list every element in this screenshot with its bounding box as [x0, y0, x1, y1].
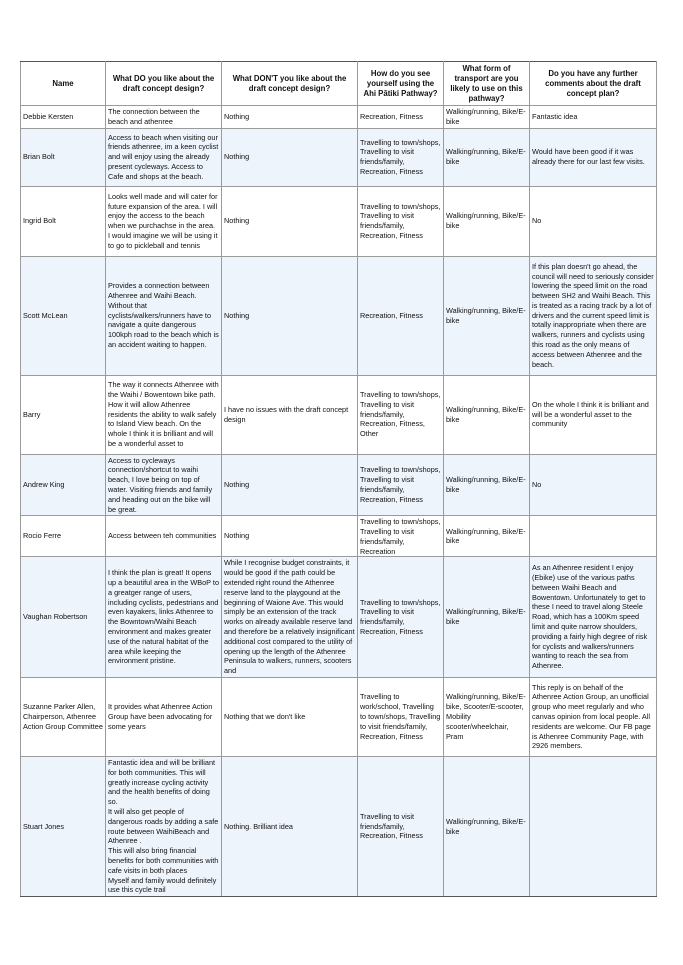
cell-transport — [444, 186, 530, 256]
table-row — [21, 186, 657, 256]
cell-use — [358, 256, 444, 375]
cell-text: On the whole I think it is brilliant and will be a wonderful asset to the community — [532, 399, 649, 429]
cell-text: The way it connects Athenree with the Waihi / Bowentown bike path. How it will allow Athenree residents the ability to walk safely to Island View beach. On the whole I think it is brilliant and will be a wonderful asset to — [108, 380, 219, 449]
cell-comments — [530, 186, 657, 256]
cell-text: It provides what Athenree Action Group have been advocating for some years — [108, 702, 213, 731]
cell-text: Nothing. Brilliant idea — [224, 821, 293, 831]
cell-use — [358, 677, 444, 756]
cell-dislike — [222, 454, 358, 516]
cell-comments — [530, 557, 657, 678]
cell-text: Travelling to town/shops, Travelling to visit friends/family, Recreation, Fitness, Other — [360, 390, 441, 439]
cell-use — [358, 128, 444, 186]
cell-transport — [444, 557, 530, 678]
table-row — [21, 454, 657, 516]
cell-comments — [530, 756, 657, 896]
cell-text: Vaughan Robertson — [23, 612, 88, 622]
cell-transport — [444, 454, 530, 516]
cell-text: Nothing — [224, 152, 250, 162]
header-transport: What form of transport are you likely to use on this pathway? — [444, 62, 530, 106]
cell-text: As an Athenree resident I enjoy (Ebike) use of the various paths between Waihi Beach and Bowentown. Unfortunately to get to these I need to travel along Steele Road, which has a 100Km speed limit and quite narrow shoulders, providing a fairly high degree of risk for cyclists and walkers/runners wanting to reach the sea from Athenree. — [532, 563, 648, 671]
cell-dislike — [222, 186, 358, 256]
header-like: What DO you like about the draft concept design? — [106, 62, 222, 106]
cell-dislike — [222, 375, 358, 454]
cell-text: Travelling to town/shops, Travelling to visit friends/family, Recreation, Fitness — [360, 597, 441, 636]
cell-use — [358, 756, 444, 896]
feedback-table — [20, 61, 657, 897]
table-row — [21, 677, 657, 756]
cell-like — [106, 186, 222, 256]
cell-text: Access between teh communities — [108, 531, 217, 541]
header-row — [21, 62, 657, 106]
cell-text: Recreation, Fitness — [360, 111, 423, 121]
cell-name — [21, 677, 106, 756]
cell-use — [358, 106, 444, 129]
cell-text: Travelling to town/shops, Travelling to visit friends/family, Recreation, Fitness — [360, 201, 441, 240]
cell-text: Walking/running, Bike/E-bike — [446, 305, 526, 325]
cell-use — [358, 375, 444, 454]
cell-text: Walking/running, Bike/E-bike — [446, 816, 526, 836]
cell-like — [106, 516, 222, 557]
cell-like — [106, 756, 222, 896]
cell-text: Fantastic idea — [532, 111, 578, 121]
header-dislike: What DON'T you like about the draft concept design? — [222, 62, 358, 106]
cell-text: Nothing — [224, 310, 250, 320]
cell-comments — [530, 256, 657, 375]
cell-use — [358, 557, 444, 678]
cell-transport — [444, 677, 530, 756]
cell-text: Nothing — [224, 111, 250, 121]
cell-text: No — [532, 480, 542, 490]
cell-text: Brian Bolt — [23, 152, 55, 162]
cell-text: Would have been good if it was already there for our last few visits. — [532, 147, 645, 167]
table-row — [21, 128, 657, 186]
cell-text: Access to beach when visiting our friends athenree, im a keen cyclist and will enjoy using the already present cycleways. Access to Cafe and shops at the beach. — [108, 132, 219, 181]
cell-text: Provides a connection between Athenree and Waihi Beach. Without that cyclists/walkers/runners have to navigate a quite dangerous 100kph road to the beach which is an accident waiting to happen. — [108, 281, 219, 350]
cell-text: This reply is on behalf of the Athenree Action Group, an unofficial group who meet regularly and who canvas opinion from local people. All residents are welcome. Our FB page is Athenree Community Page, with 2926 members. — [532, 682, 651, 751]
cell-use — [358, 454, 444, 516]
cell-text: Scott McLean — [23, 310, 68, 320]
cell-text: Debbie Kersten — [23, 111, 74, 121]
cell-name — [21, 128, 106, 186]
cell-text: Recreation, Fitness — [360, 310, 423, 320]
table-row — [21, 557, 657, 678]
cell-text: Walking/running, Bike/E-bike — [446, 211, 526, 231]
cell-text: Nothing — [224, 480, 250, 490]
cell-text: Walking/running, Bike/E-bike — [446, 475, 526, 494]
cell-name — [21, 516, 106, 557]
cell-text: I have no issues with the draft concept design — [224, 404, 349, 424]
cell-text: The connection between the beach and athenree — [108, 107, 200, 126]
cell-text: No — [532, 216, 542, 226]
cell-like — [106, 375, 222, 454]
header-use: How do you see yourself using the Ahi Pātiki Pathway? — [358, 62, 444, 106]
cell-text: Andrew King — [23, 480, 65, 490]
cell-name — [21, 375, 106, 454]
cell-text: Ingrid Bolt — [23, 216, 56, 226]
cell-like — [106, 557, 222, 678]
header-comments: Do you have any further comments about the draft concept plan? — [530, 62, 657, 106]
cell-comments — [530, 516, 657, 557]
cell-transport — [444, 128, 530, 186]
cell-name — [21, 454, 106, 516]
cell-transport — [444, 516, 530, 557]
cell-text: Travelling to town/shops, Travelling to visit friends/family, Recreation, Fitness — [360, 137, 441, 176]
cell-dislike — [222, 516, 358, 557]
table-row — [21, 516, 657, 557]
cell-text: Walking/running, Bike/E-bike — [446, 404, 526, 424]
cell-comments — [530, 677, 657, 756]
cell-name — [21, 186, 106, 256]
cell-dislike — [222, 106, 358, 129]
cell-dislike — [222, 128, 358, 186]
table-row — [21, 375, 657, 454]
cell-text: Stuart Jones — [23, 821, 64, 831]
cell-text: Looks well made and will cater for future expansion of the area. I will enjoy the access to the beach when we purchachse in the area. I would imagine we will be using it to go to pickleball and tennis — [108, 191, 218, 250]
cell-text: Suzanne Parker Allen, Chairperson, Athenree Action Group Committee — [23, 702, 103, 731]
cell-text: Walking/running, Bike/E-bike — [446, 526, 526, 546]
cell-text: If this plan doesn't go ahead, the council will need to seriously consider lowering the speed limit on the road between SH2 and Waihi Beach. This is treated as a racing track by a lot of drivers and the current speed limit is totally inappropriate when there are walkers, runners and cyclists using this road as the only means of access between Athenree and the beach. — [532, 261, 654, 369]
cell-text: While I recognise budget constraints, it would be good if the path could be extended right round the Athenree reserve land to the playgound at the beginning of Waione Ave. This would simply be an extension of the track works on already available reserve land and therefore be a relatively insignificant additional cost compared to the utility of opening up the length of the Athenree Peninsula to walkers, runners, scooters and — [224, 558, 355, 676]
cell-dislike — [222, 756, 358, 896]
cell-text: Walking/running, Bike/E-bike — [446, 107, 526, 126]
cell-text: Fantastic idea and will be brilliant for both communities. This will greatly increase cycling activity and the health benefits of doing so. It will also get people of dangerous roads by adding a safe route between WaihiBeach and Athenree . This will also bring financial benefits for both communities with cafe visits in both places Myself and family would definitely use this cycle trail — [108, 757, 219, 895]
cell-name — [21, 756, 106, 896]
cell-dislike — [222, 256, 358, 375]
cell-like — [106, 106, 222, 129]
cell-text: Barry — [23, 409, 41, 419]
cell-comments — [530, 454, 657, 516]
cell-text: Travelling to town/shops, Travelling to visit friends/family, Recreation, Fitness — [360, 465, 441, 504]
cell-transport — [444, 375, 530, 454]
cell-text: Rocio Ferre — [23, 531, 62, 541]
cell-comments — [530, 128, 657, 186]
cell-transport — [444, 106, 530, 129]
cell-like — [106, 256, 222, 375]
cell-use — [358, 186, 444, 256]
cell-like — [106, 128, 222, 186]
cell-text: I think the plan is great! It opens up a beautiful area in the WBoP to a greatger range of users, including cyclists, pedestrians and even kayakers, links Athenree to the Bowntown/Waihi Beach environment and makes greater use of the natural habitat of the area while keeping the environment pristine. — [108, 568, 219, 666]
cell-comments — [530, 106, 657, 129]
table-row — [21, 756, 657, 896]
cell-name — [21, 256, 106, 375]
cell-text: Access to cycleways connection/shortcut to waihi beach, I love being on top of water. Visiting friends and family and heading out on the bike will be great. — [108, 455, 213, 514]
cell-text: Nothing — [224, 216, 250, 226]
cell-name — [21, 557, 106, 678]
cell-text: Walking/running, Bike/E-bike — [446, 607, 526, 627]
cell-dislike — [222, 557, 358, 678]
cell-text: Travelling to work/school, Travelling to town/shops, Travelling to visit friends/family, Recreation, Fitness — [360, 692, 441, 741]
cell-like — [106, 677, 222, 756]
cell-comments — [530, 375, 657, 454]
cell-text: Nothing that we don't like — [224, 712, 306, 722]
cell-text: Travelling to visit friends/family, Recreation, Fitness — [360, 811, 423, 841]
table-row — [21, 256, 657, 375]
cell-text: Walking/running, Bike/E-bike, Scooter/E-scooter, Mobility scooter/wheelchair, Pram — [446, 692, 526, 741]
header-name: Name — [21, 62, 106, 106]
cell-text: Nothing — [224, 531, 250, 541]
cell-text: Walking/running, Bike/E-bike — [446, 147, 526, 167]
table-row — [21, 106, 657, 129]
cell-name — [21, 106, 106, 129]
cell-use — [358, 516, 444, 557]
cell-transport — [444, 756, 530, 896]
cell-transport — [444, 256, 530, 375]
cell-text: Travelling to town/shops, Travelling to visit friends/family, Recreation — [360, 517, 441, 556]
cell-dislike — [222, 677, 358, 756]
cell-like — [106, 454, 222, 516]
